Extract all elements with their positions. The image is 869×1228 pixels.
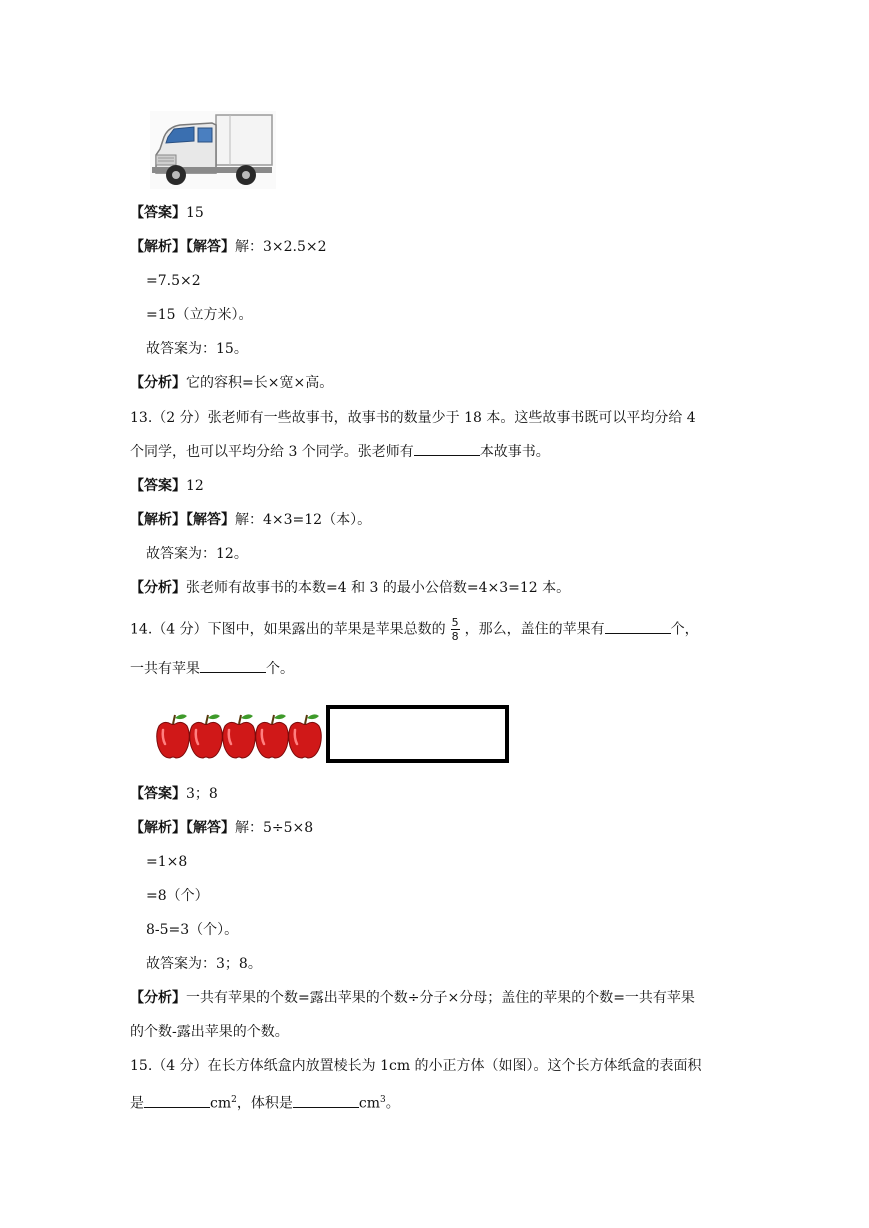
fenxi-tag: 【分析】 (130, 375, 186, 391)
q14-conclusion: 故答案为：3；8。 (146, 956, 262, 972)
q13-fenxi (130, 578, 570, 598)
fraction (451, 617, 460, 642)
q12-fenxi (130, 373, 333, 393)
apple-icon (190, 714, 223, 758)
fraction-numerator: 5 (451, 616, 459, 629)
q14-jiexi (130, 818, 313, 838)
apple-icon (223, 714, 256, 758)
q14-question-line1 (130, 617, 699, 642)
q15-volume-blank[interactable] (293, 1093, 359, 1108)
unit-exponent: 3 (379, 1095, 386, 1105)
solution-step: 解：4×3=12（本）。 (235, 512, 372, 528)
answer-tag: 【答案】 (130, 205, 186, 221)
q14-step2: =1×8 (146, 854, 188, 870)
q14-text: 14.（4 分）下图中，如果露出的苹果是苹果总数的 (130, 621, 446, 638)
q14-total-blank[interactable] (200, 658, 266, 673)
q13-jiexi (130, 510, 371, 530)
q14-question-line2 (130, 658, 294, 679)
q13-question-line1: 13.（2 分）张老师有一些故事书，故事书的数量少于 18 本。这些故事书既可以平均分给 4 (130, 410, 696, 426)
answer-tag: 【答案】 (130, 786, 186, 802)
q14-answer (130, 784, 218, 804)
q12-step3: =15（立方米）。 (146, 307, 253, 323)
fenxi-text: 张老师有故事书的本数=4 和 3 的最小公倍数=4×3=12 本。 (186, 580, 571, 596)
jiexi-tag: 【解析】【解答】 (130, 512, 235, 528)
answer-tag: 【答案】 (130, 478, 186, 494)
q15-text-mid: ，体积是 (236, 1095, 293, 1112)
q14-step4: 8-5=3（个）。 (146, 922, 239, 938)
q14-covered-blank[interactable] (605, 619, 671, 634)
fenxi-tag: 【分析】 (130, 990, 186, 1006)
q15-question-line2 (130, 1090, 400, 1114)
q13-answer-blank[interactable] (414, 441, 480, 456)
q15-question-line1: 15.（4 分）在长方体纸盒内放置棱长为 1cm 的小正方体（如图）。这个长方体纸盒的表面积 (130, 1058, 702, 1074)
jiexi-tag: 【解析】【解答】 (130, 820, 235, 836)
fenxi-text: 它的容积=长×宽×高。 (186, 375, 334, 391)
truck-image (150, 111, 276, 189)
fraction-denominator: 8 (451, 630, 459, 643)
q13-text: 个同学，也可以平均分给 3 个同学。张老师有 (130, 444, 414, 460)
unit-text: cm (358, 1095, 380, 1112)
answer-value: 3；8 (186, 786, 218, 802)
q14-fenxi (130, 988, 695, 1008)
cover-box (328, 707, 507, 761)
jiexi-tag: 【解析】【解答】 (130, 239, 235, 255)
q13-question-line2 (130, 441, 550, 462)
apple-icon (157, 714, 190, 758)
solution-step: 解：3×2.5×2 (235, 239, 327, 255)
apple-icon (256, 714, 289, 758)
apple-icon (289, 714, 322, 758)
q15-text-end: 。 (385, 1095, 400, 1112)
q15-area-blank[interactable] (144, 1093, 210, 1108)
q14-text-mid: ，那么，盖住的苹果有 (464, 621, 605, 638)
q13-conclusion: 故答案为：12。 (146, 546, 248, 562)
q14-step3: =8（个） (146, 888, 209, 904)
unit-exponent: 2 (231, 1095, 237, 1105)
q12-jiexi (130, 237, 327, 257)
q12-step2: =7.5×2 (146, 273, 201, 289)
q14-text-end: 个， (670, 621, 699, 638)
unit-text: cm (210, 1095, 232, 1112)
q15-text: 是 (130, 1095, 144, 1112)
apples-image (156, 700, 512, 766)
q14-text: 一共有苹果 (130, 661, 200, 677)
q12-answer (130, 203, 204, 223)
q13-answer (130, 476, 204, 496)
fenxi-text: 一共有苹果的个数=露出苹果的个数÷分子×分母；盖住的苹果的个数=一共有苹果 (186, 990, 695, 1006)
fenxi-tag: 【分析】 (130, 580, 186, 596)
q12-conclusion: 故答案为：15。 (146, 341, 248, 357)
answer-value: 15 (186, 205, 204, 221)
q13-text-end: 本故事书。 (479, 444, 550, 460)
solution-step: 解：5÷5×8 (235, 820, 314, 836)
q14-text-end: 个。 (266, 661, 294, 677)
answer-value: 12 (186, 478, 204, 494)
q14-fenxi-line2: 的个数-露出苹果的个数。 (130, 1024, 289, 1040)
